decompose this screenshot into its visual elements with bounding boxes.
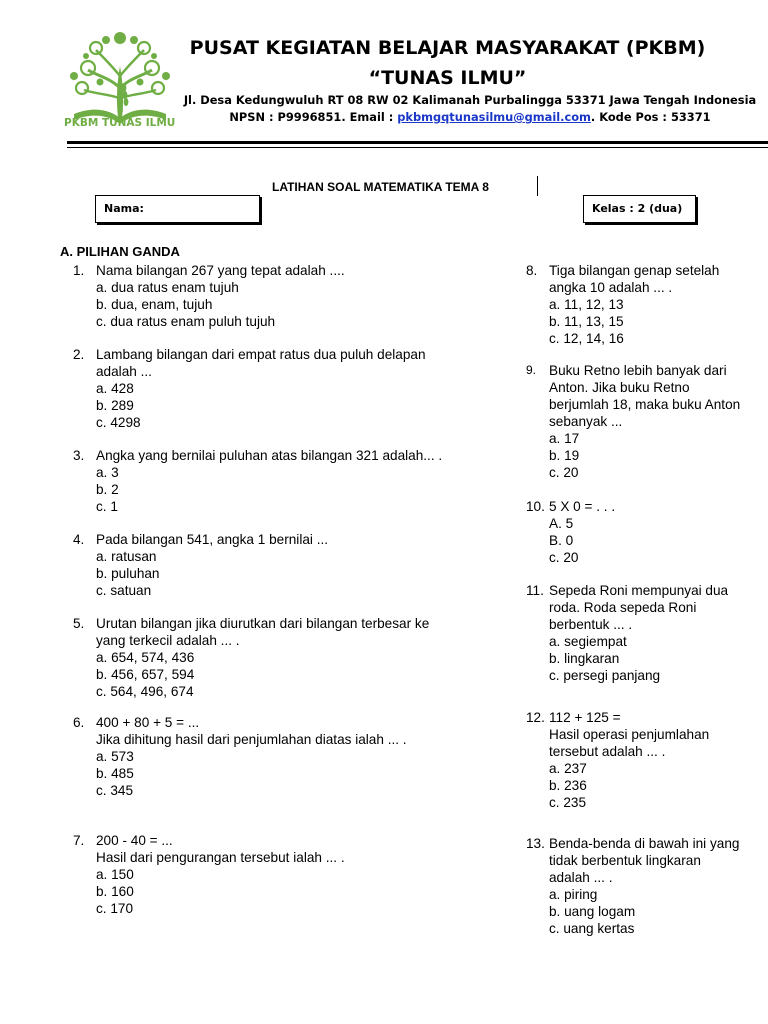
answer-option: a. 654, 574, 436	[96, 650, 195, 665]
question-stem: berbentuk ... .	[549, 617, 633, 632]
question-number: 13.	[526, 836, 545, 851]
question-stem: adalah ...	[96, 364, 152, 379]
answer-option: c. 12, 14, 16	[549, 331, 624, 346]
answer-option: a. dua ratus enam tujuh	[96, 280, 239, 295]
npsn-text: NPSN : P9996851. Email :	[229, 110, 398, 124]
answer-option: c. 1	[96, 499, 118, 514]
question-stem: Pada bilangan 541, angka 1 bernilai ...	[96, 532, 329, 547]
answer-option: c. 170	[96, 901, 134, 916]
section-heading: A. PILIHAN GANDA	[60, 244, 180, 259]
question-stem: berjumlah 18, maka buku Anton	[549, 397, 741, 412]
answer-option: a. 3	[96, 465, 119, 480]
question-7	[73, 832, 506, 917]
question-3	[73, 447, 506, 515]
question-stem: yang terkecil adalah ... .	[96, 633, 240, 648]
question-1	[73, 262, 506, 330]
answer-option: c. 4298	[96, 415, 141, 430]
text-cursor	[537, 176, 538, 196]
question-5	[73, 615, 506, 700]
answer-option: a. 150	[96, 867, 134, 882]
question-stem: Jika dihitung hasil dari penjumlahan diatas ialah ... .	[96, 732, 407, 747]
question-stem: Buku Retno lebih banyak dari	[549, 363, 727, 378]
question-number: 12.	[526, 710, 545, 725]
question-stem: tidak berbentuk lingkaran	[549, 853, 701, 868]
answer-option: b. lingkaran	[549, 651, 620, 666]
question-stem: sebanyak ...	[549, 414, 623, 429]
name-field[interactable]: Nama:	[95, 195, 260, 223]
answer-option: B. 0	[549, 533, 574, 548]
answer-option: A. 5	[549, 516, 574, 531]
question-stem: Hasil dari pengurangan tersebut ialah ... .	[96, 850, 345, 865]
answer-option: a. piring	[549, 887, 598, 902]
question-stem: Angka yang bernilai puluhan atas bilangan 321 adalah... .	[96, 448, 443, 463]
question-number: 11.	[526, 583, 544, 598]
answer-option: b. 2	[96, 482, 119, 497]
contact-line	[180, 110, 760, 124]
question-stem: Sepeda Roni mempunyai dua	[549, 583, 729, 598]
question-stem: adalah ... .	[549, 870, 613, 885]
answer-option: c. 235	[549, 795, 587, 810]
question-stem: angka 10 adalah ... .	[549, 280, 673, 295]
answer-option: b. puluhan	[96, 566, 160, 581]
question-stem: Benda-benda di bawah ini yang	[549, 836, 740, 851]
question-number: 6.	[73, 715, 85, 730]
answer-option: b. 19	[549, 448, 580, 463]
answer-option: c. 20	[549, 550, 579, 565]
answer-option: a. 428	[96, 381, 134, 396]
postal-text: . Kode Pos : 53371	[590, 110, 711, 124]
question-number: 2.	[73, 347, 85, 362]
question-stem: tersebut adalah ... .	[549, 744, 666, 759]
question-stem: Urutan bilangan jika diurutkan dari bilangan terbesar ke	[96, 616, 430, 631]
question-stem: Nama bilangan 267 yang tepat adalah ....	[96, 263, 345, 278]
question-stem: 112 + 125 =	[549, 710, 621, 725]
question-6	[73, 714, 506, 799]
answer-option: b. 289	[96, 398, 134, 413]
question-number: 10.	[526, 499, 545, 514]
question-13	[526, 835, 768, 937]
institution-title: PUSAT KEGIATAN BELAJAR MASYARAKAT (PKBM)	[189, 37, 706, 59]
question-stem: Tiga bilangan genap setelah	[549, 263, 720, 278]
question-8	[526, 262, 768, 347]
question-11	[526, 582, 768, 684]
answer-option: c. 345	[96, 783, 134, 798]
question-number: 1.	[73, 263, 85, 278]
answer-option: b. 160	[96, 884, 134, 899]
question-number: 5.	[73, 616, 85, 631]
answer-option: c. persegi panjang	[549, 668, 661, 683]
question-12	[526, 709, 768, 811]
answer-option: a. 11, 12, 13	[549, 297, 624, 312]
sheet-title: LATIHAN SOAL MATEMATIKA TEMA 8	[272, 180, 489, 194]
question-stem: 5 X 0 = . . .	[549, 499, 616, 514]
question-4	[73, 531, 506, 599]
answer-option: a. segiempat	[549, 634, 627, 649]
address-line: Jl. Desa Kedungwuluh RT 08 RW 02 Kalimanah Purbalingga 53371 Jawa Tengah Indonesia	[183, 93, 757, 107]
question-stem: Anton. Jika buku Retno	[549, 380, 690, 395]
answer-option: c. uang kertas	[549, 921, 635, 936]
class-field: Kelas : 2 (dua)	[583, 195, 696, 223]
question-stem: Hasil operasi penjumlahan	[549, 727, 710, 742]
question-stem: roda. Roda sepeda Roni	[549, 600, 697, 615]
answer-option: b. uang logam	[549, 904, 636, 919]
answer-option: b. 11, 13, 15	[549, 314, 624, 329]
question-stem: 400 + 80 + 5 = ...	[96, 715, 200, 730]
answer-option: b. 485	[96, 766, 134, 781]
question-number: 4.	[73, 532, 85, 547]
question-number: 7.	[73, 833, 85, 848]
header-rule-thin	[67, 147, 768, 148]
answer-option: a. 237	[549, 761, 587, 776]
answer-option: c. 564, 496, 674	[96, 684, 194, 699]
question-number: 3.	[73, 448, 85, 463]
answer-option: b. 236	[549, 778, 587, 793]
question-stem: 200 - 40 = ...	[96, 833, 173, 848]
answer-option: b. 456, 657, 594	[96, 667, 195, 682]
institution-name: “TUNAS ILMU”	[368, 67, 527, 89]
question-number: 9.	[526, 363, 537, 377]
answer-option: b. dua, enam, tujuh	[96, 297, 213, 312]
answer-option: a. 573	[96, 749, 134, 764]
question-9	[526, 362, 768, 481]
answer-option: a. 17	[549, 431, 580, 446]
logo-text: PKBM TUNAS ILMU	[64, 117, 176, 129]
answer-option: c. satuan	[96, 583, 152, 598]
header-rule-thick	[67, 141, 768, 144]
answer-option: c. 20	[549, 465, 579, 480]
email-link[interactable]: pkbmgqtunasilmu@gmail.com	[397, 110, 591, 124]
question-stem: Lambang bilangan dari empat ratus dua puluh delapan	[96, 347, 426, 362]
question-10	[526, 498, 768, 566]
answer-option: a. ratusan	[96, 549, 157, 564]
question-number: 8.	[526, 263, 538, 278]
question-2	[73, 346, 506, 431]
answer-option: c. dua ratus enam puluh tujuh	[96, 314, 276, 329]
